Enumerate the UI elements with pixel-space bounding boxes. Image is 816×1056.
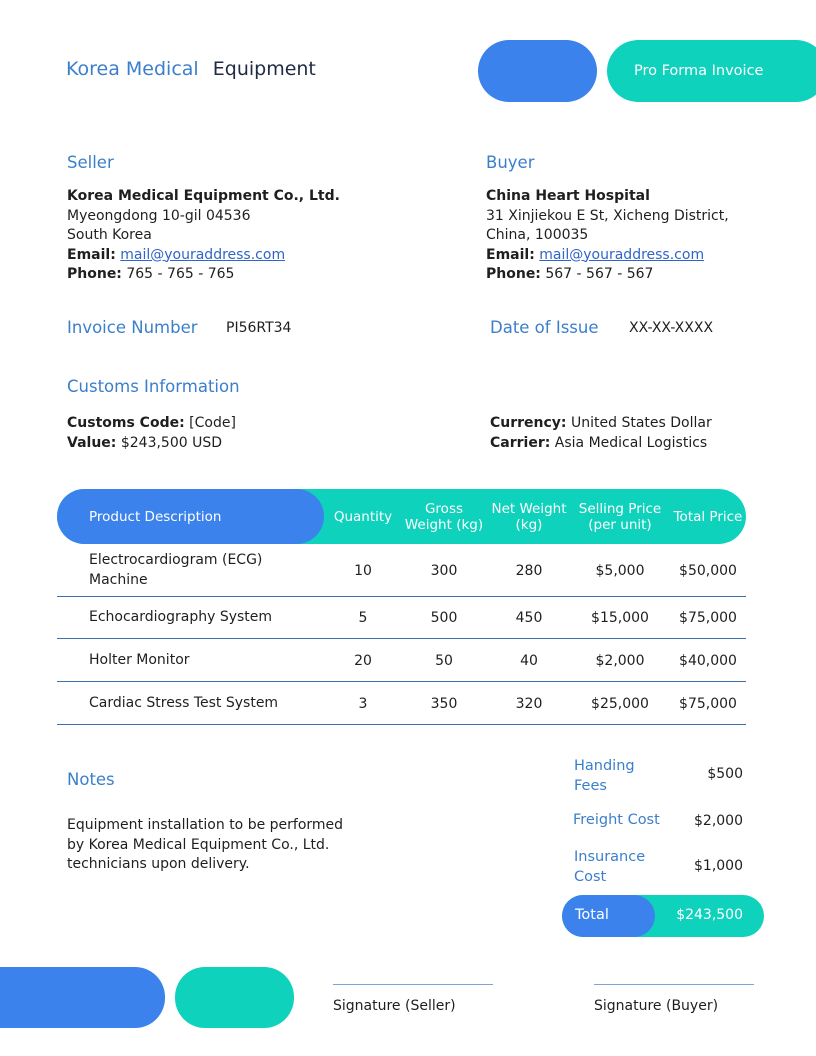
document-type-label: Pro Forma Invoice xyxy=(634,63,764,79)
row-description: Holter Monitor xyxy=(89,651,190,668)
buyer-heading: Buyer xyxy=(486,153,535,172)
row-gross-weight: 350 xyxy=(430,695,458,712)
row-net-weight: 320 xyxy=(515,695,543,712)
col-header-total-price: Total Price xyxy=(673,508,743,525)
header-decor-pill-blue xyxy=(478,40,597,102)
buyer-address-line1: 31 Xinjiekou E St, Xicheng District, xyxy=(486,207,729,224)
notes-line: technicians upon delivery. xyxy=(67,856,250,872)
row-total-price: $50,000 xyxy=(679,562,737,579)
seller-signature-label: Signature (Seller) xyxy=(333,998,456,1014)
buyer-email-row xyxy=(486,246,729,266)
customs-value-label: Value: xyxy=(67,434,117,451)
buyer-phone-row xyxy=(486,265,729,285)
handling-fees-label-line2: Fees xyxy=(574,778,607,794)
customs-code-row xyxy=(67,414,236,434)
col-header-quantity: Quantity xyxy=(333,508,393,525)
seller-email-link[interactable]: mail@youraddress.com xyxy=(120,246,286,263)
row-net-weight: 280 xyxy=(515,562,543,579)
date-of-issue-label: Date of Issue xyxy=(490,318,599,337)
row-quantity: 10 xyxy=(354,562,372,579)
row-quantity: 20 xyxy=(354,652,372,669)
customs-right xyxy=(490,414,712,453)
customs-value-row xyxy=(67,434,236,454)
handling-fees-label-line1: Handing xyxy=(574,758,635,774)
row-selling-price: $25,000 xyxy=(591,695,649,712)
customs-left xyxy=(67,414,236,453)
col-header-gross-weight: Gross Weight (kg) xyxy=(404,500,484,533)
seller-phone: 765 - 765 - 765 xyxy=(126,266,235,282)
handling-fees-label xyxy=(574,756,635,796)
footer-decor-pill-teal xyxy=(175,967,294,1028)
seller-heading: Seller xyxy=(67,153,114,172)
buyer-signature-label: Signature (Buyer) xyxy=(594,998,719,1014)
document-type-badge xyxy=(607,40,816,102)
date-of-issue-value: XX-XX-XXXX xyxy=(629,320,714,336)
insurance-cost-label-line2: Cost xyxy=(574,869,607,885)
carrier-label: Carrier: xyxy=(490,434,551,451)
customs-heading: Customs Information xyxy=(67,377,240,396)
row-selling-price: $5,000 xyxy=(595,562,645,579)
customs-code-label: Customs Code: xyxy=(67,415,185,431)
seller-phone-label: Phone: xyxy=(67,266,122,282)
row-selling-price: $2,000 xyxy=(595,652,645,669)
invoice-number-value: PI56RT34 xyxy=(226,320,292,336)
buyer-signature-line xyxy=(594,984,754,985)
row-net-weight: 40 xyxy=(520,652,538,669)
carrier-row xyxy=(490,434,712,454)
handling-fees-value: $500 xyxy=(707,766,743,782)
carrier-value: Asia Medical Logistics xyxy=(554,434,708,451)
col-header-net-weight: Net Weight (kg) xyxy=(491,500,567,533)
notes-line: by Korea Medical Equipment Co., Ltd. xyxy=(67,836,330,853)
seller-phone-row xyxy=(67,265,340,285)
insurance-cost-label xyxy=(574,847,645,887)
company-name xyxy=(66,58,316,80)
currency-label: Currency: xyxy=(490,415,567,431)
freight-cost-label: Freight Cost xyxy=(573,812,660,828)
row-gross-weight: 500 xyxy=(430,610,458,626)
buyer-details xyxy=(486,187,729,285)
currency-value: United States Dollar xyxy=(571,415,712,431)
col-header-description: Product Description xyxy=(89,508,222,525)
footer-decor-pill-blue xyxy=(0,967,165,1028)
seller-signature-line xyxy=(333,984,493,985)
col-header-selling-price: Selling Price (per unit) xyxy=(578,500,662,533)
seller-address-line2: South Korea xyxy=(67,227,152,243)
seller-details xyxy=(67,187,340,285)
row-description: Echocardiography System xyxy=(89,609,273,626)
row-selling-price: $15,000 xyxy=(591,610,649,626)
freight-cost-value: $2,000 xyxy=(694,813,743,829)
insurance-cost-value: $1,000 xyxy=(694,858,743,874)
customs-value: $243,500 USD xyxy=(120,434,223,451)
buyer-phone-label: Phone: xyxy=(486,266,541,282)
seller-email-row xyxy=(67,246,340,266)
company-name-part2: Equipment xyxy=(212,58,316,80)
notes-heading: Notes xyxy=(67,770,115,789)
row-description: Cardiac Stress Test System xyxy=(89,694,279,711)
total-value: $243,500 xyxy=(676,907,743,923)
row-total-price: $40,000 xyxy=(679,652,737,669)
buyer-name: China Heart Hospital xyxy=(486,188,650,204)
row-net-weight: 450 xyxy=(515,610,543,626)
notes-line: Equipment installation to be performed xyxy=(67,817,344,833)
total-label: Total xyxy=(575,907,609,923)
row-quantity: 3 xyxy=(358,695,368,712)
row-gross-weight: 300 xyxy=(430,562,458,579)
row-total-price: $75,000 xyxy=(679,610,737,626)
seller-name: Korea Medical Equipment Co., Ltd. xyxy=(67,188,340,204)
customs-code: [Code] xyxy=(189,415,236,431)
row-quantity: 5 xyxy=(358,610,368,626)
row-description: Electrocardiogram (ECG) Machine xyxy=(89,552,263,588)
buyer-email-link[interactable]: mail@youraddress.com xyxy=(539,246,705,263)
notes-text xyxy=(67,816,343,875)
seller-email-label: Email: xyxy=(67,246,116,263)
currency-row xyxy=(490,414,712,434)
row-gross-weight: 50 xyxy=(435,652,453,669)
insurance-cost-label-line1: Insurance xyxy=(574,849,646,865)
row-total-price: $75,000 xyxy=(679,695,737,712)
buyer-phone: 567 - 567 - 567 xyxy=(545,266,654,282)
invoice-number-label: Invoice Number xyxy=(67,318,198,337)
buyer-address-line2: China, 100035 xyxy=(486,227,589,243)
buyer-email-label: Email: xyxy=(486,246,535,263)
seller-address-line1: Myeongdong 10-gil 04536 xyxy=(67,207,251,224)
company-name-part1: Korea Medical xyxy=(66,58,199,80)
